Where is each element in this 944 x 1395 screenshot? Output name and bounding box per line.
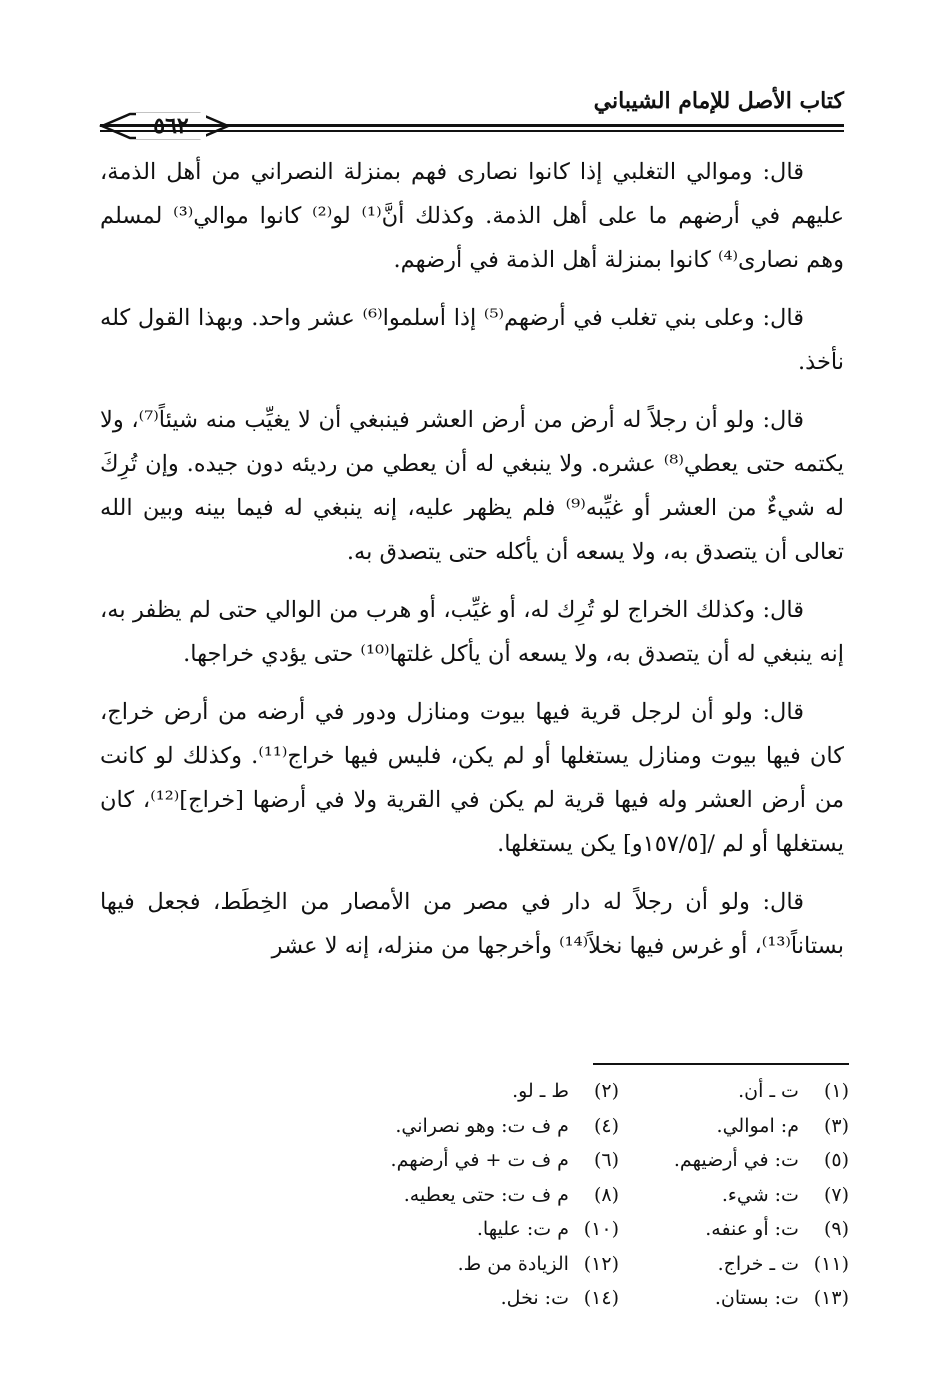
footnote-number: (٧) xyxy=(823,1183,849,1206)
footnote-text: م ف ت: حتى يعطيه. xyxy=(403,1183,569,1206)
running-header-title: كتاب الأصل للإمام الشيباني xyxy=(593,88,844,114)
footnote-text: الزيادة من ط. xyxy=(457,1252,569,1275)
footnote-text: ت: نخل. xyxy=(500,1287,569,1309)
footnote-item xyxy=(619,1178,849,1213)
footnote-item xyxy=(619,1281,849,1316)
footnote-text: م ف ت: وهو نصراني. xyxy=(395,1114,569,1137)
footnote-number: (٣) xyxy=(823,1114,849,1137)
footnote-item xyxy=(619,1109,849,1144)
footnote-separator xyxy=(593,1063,849,1065)
paragraph: قال: وكذلك الخراج لو تُرِك له، أو غيِّب، أو هرب من الوالي حتى لم يظفر به، إنه ينبغي له أن يتصدق به، ولا يسعه أن يأكل غلتها⁽¹⁰⁾ حتى يؤدي خراجها. xyxy=(100,597,844,667)
footnote-number: (٩) xyxy=(823,1218,849,1240)
footnote-text: م ف ت + في أرضهم. xyxy=(390,1149,569,1171)
main-text xyxy=(100,150,844,982)
footnote-number: (١٢) xyxy=(583,1252,619,1275)
footnote-item xyxy=(449,1074,619,1109)
footnote-text: م ت: عليها. xyxy=(476,1218,569,1240)
footnote-text: م: اموالي. xyxy=(716,1114,799,1137)
paragraph: قال: ولو أن رجلاً له أرض من أرض العشر فينبغي أن لا يغيِّب منه شيئاً⁽⁷⁾، ولا يكتمه حتى يعطي⁽⁸⁾ عشره. ولا ينبغي له أن يعطي من رديئه دون جيده. وإن تُرِكَ له شيءٌ من العشر أو غيِّبه⁽⁹⁾ فلم يظهر عليه، إنه ينبغي له فيما بينه وبين الله تعالى أن يتصدق به، ولا يسعه أن يأكله حتى يتصدق به. xyxy=(100,407,845,565)
footnote-text: ت: أو عنفه. xyxy=(705,1218,799,1240)
footnote-number: (١٤) xyxy=(583,1287,619,1309)
footnote-number: (٥) xyxy=(823,1149,849,1171)
footnote-item xyxy=(395,1109,619,1144)
footnote-number: (٤) xyxy=(593,1114,619,1137)
footnote-item xyxy=(619,1212,849,1247)
footnote-number: (٢) xyxy=(593,1080,619,1102)
paragraph: قال: وعلى بني تغلب في أرضهم⁽⁵⁾ إذا أسلموا⁽⁶⁾ عشر واحد. وبهذا القول كله نأخذ. xyxy=(100,305,844,375)
header-rule xyxy=(100,124,844,127)
footnote-number: (٨) xyxy=(593,1183,619,1206)
footnote-item xyxy=(403,1178,619,1213)
footnote-item xyxy=(619,1143,849,1178)
footnote-number: (١٠) xyxy=(583,1218,619,1240)
footnote-text: ت ـ خراج. xyxy=(717,1252,799,1275)
paragraph: قال: ولو أن رجلاً له دار في مصر من الأمصار من الخِطَط، فجعل فيها بستاناً⁽¹³⁾، أو غرس فيها نخلاً⁽¹⁴⁾ وأخرجها من منزله، إنه لا عشر xyxy=(100,889,844,959)
footnote-item xyxy=(449,1247,619,1282)
footnote-text: ط ـ لو. xyxy=(512,1080,569,1102)
footnote-item xyxy=(449,1281,619,1316)
footnote-item xyxy=(390,1143,619,1178)
header-rule-thin xyxy=(100,130,844,132)
footnote-item xyxy=(619,1247,849,1282)
footnote-number: (١٣) xyxy=(813,1287,849,1309)
footnote-text: ت: في أرضيهم. xyxy=(673,1149,799,1171)
footnote-text: ت: بستان. xyxy=(714,1287,799,1309)
footnotes xyxy=(390,1074,849,1316)
footnote-number: (١) xyxy=(823,1080,849,1102)
footnote-number: (١١) xyxy=(813,1252,849,1275)
paragraph: قال: ولو أن لرجل قرية فيها بيوت ومنازل ودور في أرضه من أرض خراج، كان فيها بيوت ومنازل يستغلها أو لم يكن، فليس فيها خراج⁽¹¹⁾. وكذلك لو كانت من أرض العشر وله فيها قرية لم يكن في القرية ولا في أرضها [خراج]⁽¹²⁾، كان يستغلها أو لم /[١٥٧/٥و] يكن يستغلها. xyxy=(100,699,844,857)
footnote-item xyxy=(449,1212,619,1247)
paragraph: قال: وموالي التغلبي إذا كانوا نصارى فهم بمنزلة النصراني من أهل الذمة، عليهم في أرضهم ما على أهل الذمة. وكذلك أنَّ⁽¹⁾ لو⁽²⁾ كانوا موالي⁽³⁾ لمسلم وهم نصارى⁽⁴⁾ كانوا بمنزلة أهل الذمة في أرضهم. xyxy=(100,159,844,273)
footnote-number: (٦) xyxy=(593,1149,619,1171)
footnote-item xyxy=(619,1074,849,1109)
footnote-text: ت: شيء. xyxy=(721,1183,799,1206)
footnote-text: ت ـ أن. xyxy=(738,1080,799,1102)
